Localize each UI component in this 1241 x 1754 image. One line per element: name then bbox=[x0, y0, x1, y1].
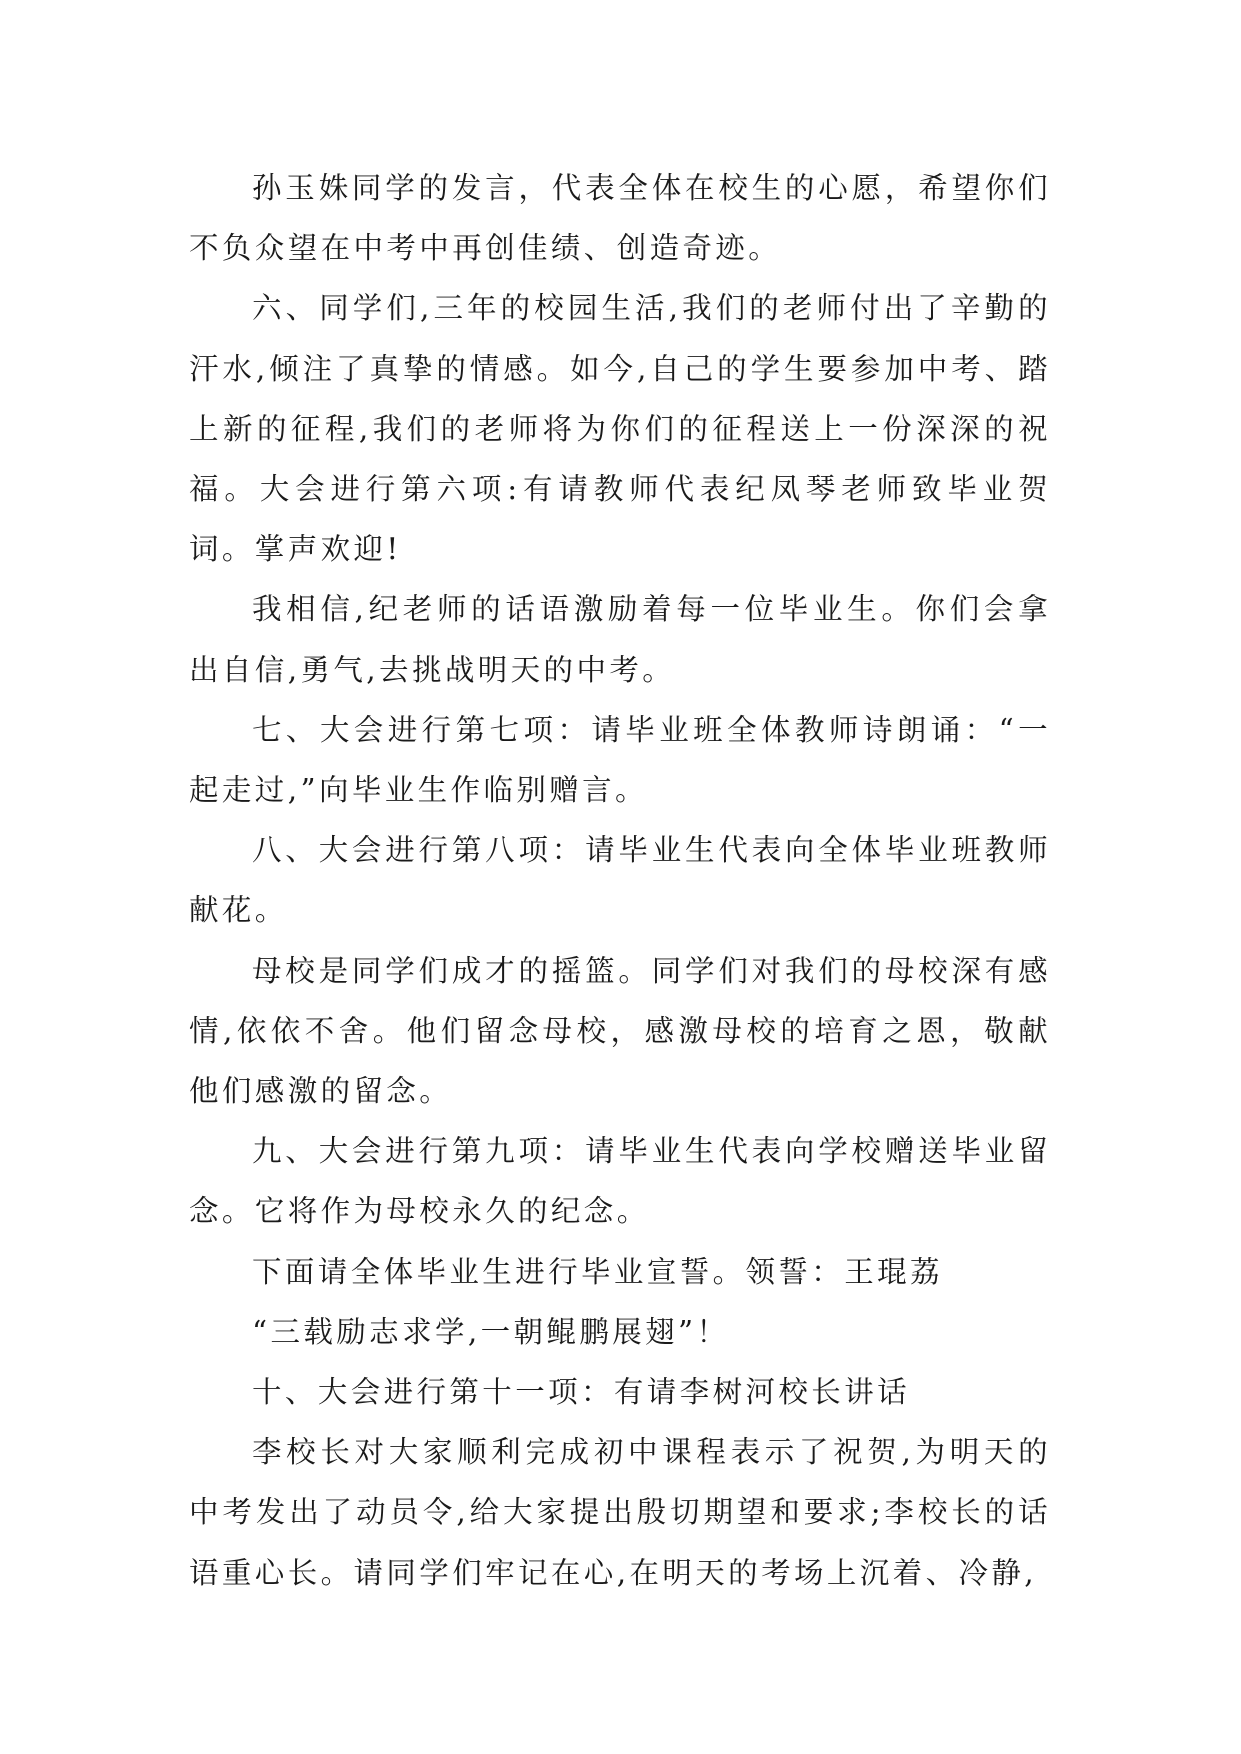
paragraph-1: 孙玉姝同学的发言，代表全体在校生的心愿，希望你们不负众望在中考中再创佳绩、创造奇迹。 bbox=[189, 171, 1051, 266]
document-body bbox=[189, 158, 1051, 1603]
paragraph-4: 七、大会进行第七项：请毕业班全体教师诗朗诵：“一起走过,”向毕业生作临别赠言。 bbox=[189, 712, 1051, 808]
paragraph-9: “三载励志求学,一朝鲲鹏展翅”！ bbox=[252, 1314, 730, 1349]
paragraph-6: 母校是同学们成才的摇篮。同学们对我们的母校深有感情,依依不舍。他们留念母校，感激母校的培育之恩，敬献他们感激的留念。 bbox=[189, 953, 1051, 1109]
paragraph-10: 十、大会进行第十一项：有请李树河校长讲话 bbox=[252, 1375, 911, 1410]
paragraph-3: 我相信,纪老师的话语激励着每一位毕业生。你们会拿出自信,勇气,去挑战明天的中考。 bbox=[189, 592, 1051, 687]
paragraph-7: 九、大会进行第九项：请毕业生代表向学校赠送毕业留念。它将作为母校永久的纪念。 bbox=[189, 1134, 1051, 1229]
paragraph-5: 八、大会进行第八项：请毕业生代表向全体毕业班教师献花。 bbox=[189, 833, 1051, 928]
paragraph-2: 六、同学们,三年的校园生活,我们的老师付出了辛勤的汗水,倾注了真挚的情感。如今,自己的学生要参加中考、踏上新的征程,我们的老师将为你们的征程送上一份深深的祝福。大会进行第六项:有请教师代表纪凤琴老师致毕业贺词。掌声欢迎! bbox=[189, 291, 1051, 567]
paragraph-8: 下面请全体毕业生进行毕业宣誓。领誓：王琨荔 bbox=[252, 1254, 943, 1289]
paragraph-11: 李校长对大家顺利完成初中课程表示了祝贺,为明天的中考发出了动员令,给大家提出殷切期望和要求;李校长的话语重心长。请同学们牢记在心,在明天的考场上沉着、冷静, bbox=[189, 1435, 1051, 1590]
